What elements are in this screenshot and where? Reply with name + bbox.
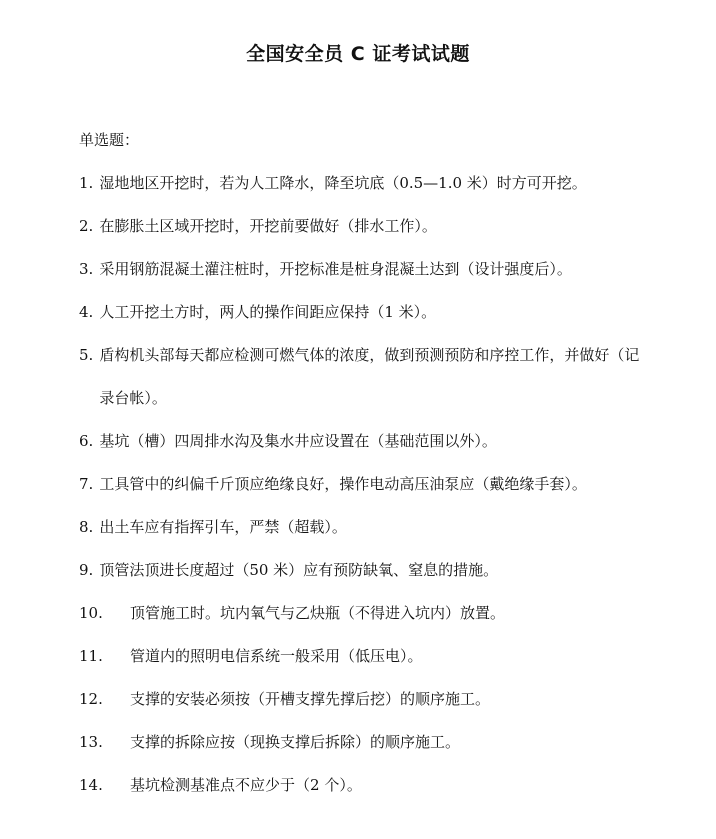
question-item xyxy=(79,687,649,711)
question-number: 4. xyxy=(79,303,94,321)
question-text: 支撑的安装必须按（开槽支撑先撑后挖）的顺序施工。 xyxy=(130,690,491,708)
question-text: 顶管法顶进长度超过（50 米）应有预防缺氧、窒息的措施。 xyxy=(99,561,499,579)
question-item xyxy=(79,644,649,668)
question-text: 基坑（槽）四周排水沟及集水井应设置在（基础范围以外）。 xyxy=(99,432,497,450)
question-number: 1. xyxy=(79,174,94,192)
question-item xyxy=(79,773,649,797)
question-number: 3. xyxy=(79,260,94,278)
question-text: 在膨胀土区域开挖时，开挖前要做好（排水工作）。 xyxy=(99,217,437,235)
question-number: 8. xyxy=(79,518,94,536)
question-item xyxy=(79,601,649,625)
question-text: 盾构机头部每天都应检测可燃气体的浓度，做到预测预防和序控工作，并做好（记录台帐）。 xyxy=(99,345,640,407)
question-item xyxy=(79,214,649,238)
question-item xyxy=(79,334,649,420)
question-number: 7. xyxy=(79,475,94,493)
section-heading: 单选题： xyxy=(79,131,140,149)
question-text: 人工开挖土方时，两人的操作间距应保持（1 米）。 xyxy=(99,303,437,321)
question-text: 工具管中的纠偏千斤顶应绝缘良好，操作电动高压油泵应（戴绝缘手套）。 xyxy=(99,475,587,493)
question-number: 10. xyxy=(79,604,103,622)
document-title: 全国安全员 C 证考试试题 xyxy=(246,43,470,65)
question-number: 2. xyxy=(79,217,94,235)
question-list xyxy=(79,171,649,816)
question-text: 湿地地区开挖时，若为人工降水，降至坑底（0.5—1.0 米）时方可开挖。 xyxy=(99,174,587,192)
question-number: 9. xyxy=(79,561,94,579)
question-item xyxy=(79,558,649,582)
question-text: 支撑的拆除应按（现换支撑后拆除）的顺序施工。 xyxy=(130,733,461,751)
question-text: 管道内的照明电信系统一般采用（低压电）。 xyxy=(130,647,423,665)
question-text: 出土车应有指挥引车，严禁（超载）。 xyxy=(99,518,347,536)
question-item xyxy=(79,171,649,195)
question-text: 采用钢筋混凝土灌注桩时，开挖标准是桩身混凝土达到（设计强度后）。 xyxy=(99,260,572,278)
question-number: 12. xyxy=(79,690,103,708)
question-text: 基坑检测基准点不应少于（2 个）。 xyxy=(130,776,362,794)
question-item xyxy=(79,515,649,539)
question-number: 11. xyxy=(79,647,103,665)
question-number: 6. xyxy=(79,432,94,450)
question-item xyxy=(79,300,649,324)
question-item xyxy=(79,472,649,496)
question-item xyxy=(79,730,649,754)
question-item xyxy=(79,429,649,453)
question-number: 14. xyxy=(79,776,103,794)
question-number: 13. xyxy=(79,733,103,751)
question-number: 5. xyxy=(79,345,94,364)
question-item xyxy=(79,257,649,281)
question-text: 顶管施工时。坑内氧气与乙炔瓶（不得进入坑内）放置。 xyxy=(130,604,506,622)
